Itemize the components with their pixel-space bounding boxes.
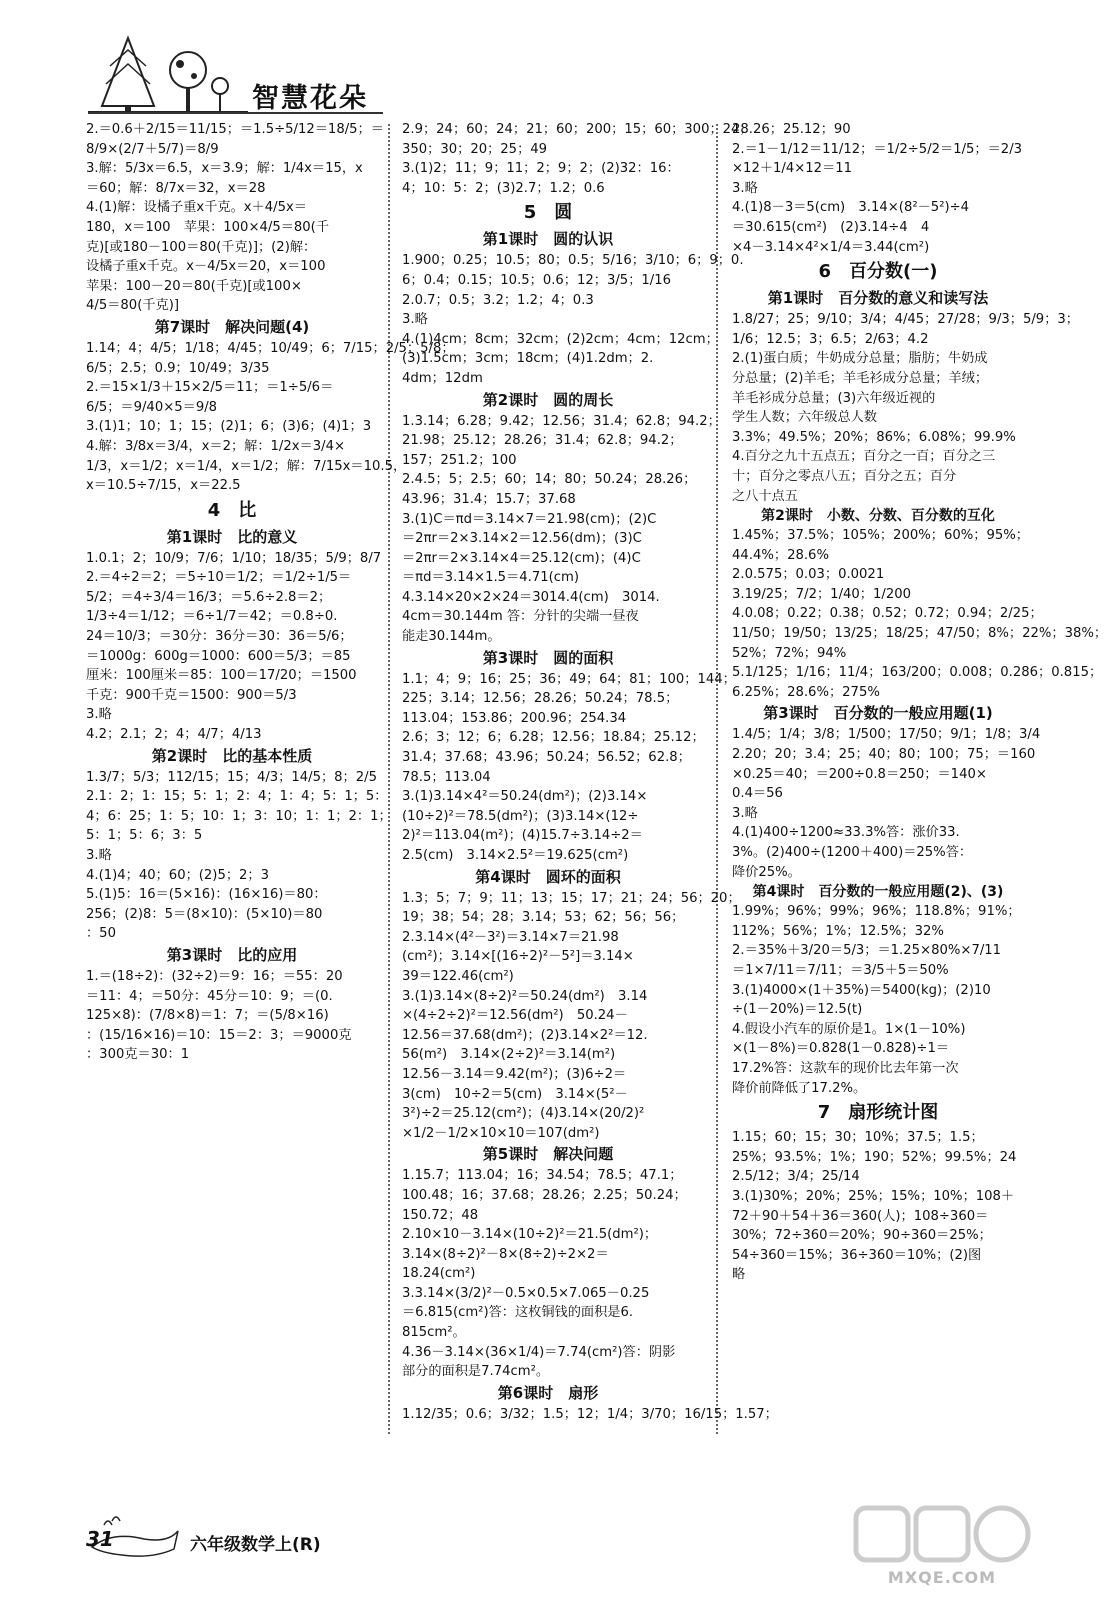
answer-line: 180，x＝100 苹果：100×4/5＝80(千 [86, 219, 330, 235]
answer-line: 4.(1)解：设橘子重x千克。x＋4/5x＝ [86, 200, 307, 216]
answer-line: 18.24(cm²) [402, 1266, 476, 1282]
answer-line: 4/5＝80(千克)] [86, 298, 180, 314]
answer-line: 3.(1)C＝πd＝3.14×7＝21.98(cm)；(2)C [402, 511, 657, 527]
grade-label: 六年级数学上(R) [190, 1535, 321, 1555]
answer-line: x＝10.5÷7/15，x＝22.5 [86, 478, 241, 494]
answer-column-3 [732, 120, 1107, 1285]
answer-line: ＝6.815(cm²)答：这枚铜钱的面积是6. [402, 1305, 634, 1321]
answer-line: ＝1×7/11＝7/11；＝3/5＋5＝50% [732, 962, 949, 978]
answer-line: 4.解：3/8x＝3/4，x＝2；解：1/2x＝3/4× [86, 438, 346, 454]
answer-line: 1.3；5；7；9；11；13；15；17；21；24；56；20； [402, 890, 741, 906]
answer-line: 157；251.2；100 [402, 452, 517, 468]
answer-line: 11/50；19/50；13/25；18/25；47/50；8%；22%；38%； [732, 626, 1107, 642]
answer-line: 1.45%；37.5%；105%；200%；60%；95%； [732, 528, 1029, 544]
page-number: 31 [86, 1527, 114, 1551]
answer-line: 1.12/35；0.6；3/32；1.5；12；1/4；3/70；16/15；1.57； [402, 1406, 778, 1422]
section-heading: 第1课时 比的意义 [166, 527, 298, 546]
answer-line: 2.3.14×(4²－3²)＝3.14×7＝21.98 [402, 929, 619, 945]
watermark [852, 1502, 1032, 1592]
answer-line: 3.19/25；7/2；1/40；1/200 [732, 586, 911, 602]
section-heading: 第5课时 解决问题 [482, 1145, 614, 1164]
answer-line: 2.＝0.6＋2/15＝11/15；＝1.5÷5/12＝18/5；＝ [86, 122, 384, 137]
answer-line: 2.＝1－1/12＝11/12；＝1/2÷5/2＝1/5；＝2/3 [732, 141, 1023, 157]
column-divider-1 [388, 124, 390, 1434]
answer-line: ＝60；解：8/7x＝32，x＝28 [86, 180, 266, 196]
answer-line: (cm²)；3.14×[(16÷2)²－5²]＝3.14× [402, 949, 634, 965]
answer-line: 350；30；20；25；49 [402, 141, 548, 157]
answer-line: 2)²＝113.04(m²)；(4)15.7÷3.14÷2＝ [402, 828, 643, 844]
answer-line: 羊毛衫成分总量；(3)六年级近视的 [732, 390, 936, 406]
answer-line: 1.4/5；1/4；3/8；1/500；17/50；9/1；1/8；3/4 [732, 727, 1041, 743]
answer-line: 3.(1)1；10；1；15；(2)1；6；(3)6；(4)1；3 [86, 419, 372, 435]
answer-line: ：(15/16×16)＝10：15＝2：3；＝9000克 [86, 1027, 352, 1043]
answer-line: (10÷2)²＝78.5(dm²)；(3)3.14×(12÷ [402, 808, 639, 824]
answer-line: 3.(1)4000×(1＋35%)＝5400(kg)；(2)10 [732, 982, 991, 998]
header-rule [88, 112, 383, 114]
answer-line: 1.99%；96%；99%；96%；118.8%；91%； [732, 904, 1021, 920]
answer-line: 降价25%。 [732, 864, 801, 880]
answer-line: ＝1000g：600g＝1000：600＝5/3；＝85 [86, 648, 351, 664]
answer-line: 1/3÷4＝1/12；＝6÷1/7＝42；＝0.8÷0. [86, 609, 338, 625]
answer-line: 4.3.14×20×2×24＝3014.4(cm) 3014. [402, 589, 660, 605]
section-heading: 第3课时 圆的面积 [482, 648, 614, 667]
answer-line: 4.(1)400÷1200≈33.3%答：涨价33. [732, 825, 960, 841]
answer-line: 150.72；48 [402, 1207, 479, 1223]
answer-line: 1.15.7；113.04；16；34.54；78.5；47.1； [402, 1168, 683, 1184]
answer-line: 之八十点五 [732, 488, 798, 504]
answer-line: 4.(1)4；40；60；(2)5；2；3 [86, 867, 270, 883]
answer-line: 4cm＝30.144m 答：分针的尖端一昼夜 [402, 609, 639, 625]
page-header [0, 0, 1061, 118]
answer-line: 815cm²。 [402, 1325, 466, 1341]
header-title: 智慧花朵 [252, 83, 368, 114]
answer-line: 43.96；31.4；15.7；37.68 [402, 491, 576, 507]
answer-line: 2.5(cm) 3.14×2.5²＝19.625(cm²) [402, 848, 629, 863]
answer-line: ×(1－8%)＝0.828(1－0.828)÷1＝ [732, 1041, 950, 1057]
answer-line: 52%；72%；94% [732, 645, 847, 661]
answer-line: ：300克＝30：1 [86, 1047, 190, 1063]
page-footer [86, 1505, 486, 1561]
answer-line: 1.15；60；15；30；10%；37.5；1.5； [732, 1130, 984, 1146]
answer-line: 12.56－3.14＝9.42(m²)；(3)6÷2＝ [402, 1066, 627, 1082]
answer-line: 12.56＝37.68(dm²)；(2)3.14×2²＝12. [402, 1027, 648, 1043]
section-heading: 第2课时 圆的周长 [482, 390, 614, 409]
answer-line: 5：1；5：6；3：5 [86, 828, 203, 844]
answer-line: 3.14×(8÷2)²－8×(8÷2)÷2×2＝ [402, 1246, 609, 1262]
answer-line: ×4－3.14×4²×1/4＝3.44(cm²) [732, 239, 930, 255]
answer-line: 24＝10/3；＝30分：36分＝30：36＝5/6； [86, 629, 353, 645]
answer-line: 5/2；＝4÷3/4＝16/3；＝5.6÷2.8＝2； [86, 589, 332, 605]
answer-line: 1.＝(18÷2)：(32÷2)＝9：16；＝55：20 [86, 968, 343, 984]
section-heading: 第4课时 圆环的面积 [475, 867, 621, 886]
answer-line: 17.2%答：这款车的现价比去年第一次 [732, 1060, 959, 1076]
answer-line: 3.略 [402, 312, 428, 328]
answer-line: 1.1；4；9；16；25；36；49；64；81；100；144； [402, 671, 736, 687]
section-heading: 4 比 [207, 499, 257, 521]
section-heading: 第4课时 百分数的一般应用题(2)、(3) [752, 884, 1004, 901]
answer-line: 降价前降低了17.2%。 [732, 1080, 867, 1096]
trees-icon [88, 36, 248, 116]
answer-line: 5.(1)5：16＝(5×16)：(16×16)＝80： [86, 887, 327, 903]
answer-line: 4.0.08；0.22；0.38；0.52；0.72；0.94；2/25； [732, 606, 1043, 622]
answer-line: 厘米：100厘米＝85：100＝17/20；＝1500 [86, 668, 357, 684]
answer-line: 28.26；25.12；90 [732, 122, 851, 137]
section-heading: 第2课时 比的基本性质 [151, 746, 313, 765]
answer-line: 4.2；2.1；2；4；4/7；4/13 [86, 727, 262, 743]
answer-line: 2.20；20；3.4；25；40；80；100；75；＝160 [732, 747, 1036, 763]
answer-line: 1.14；4；4/5；1/18；4/45；10/49；6；7/15；2/5；5/8； [86, 340, 455, 356]
answer-line: 2.(1)蛋白质；牛奶成分总量；脂肪；牛奶成 [732, 351, 988, 367]
answer-line: 54÷360＝15%；36÷360＝10%；(2)图 [732, 1247, 982, 1263]
answer-line: 3(cm) 10÷2＝5(cm) 3.14×(5²－ [402, 1086, 628, 1102]
answer-line: 2.9；24；60；24；21；60；200；15；60；300；24； [402, 122, 753, 137]
answer-line: 3%。(2)400÷(1200＋400)＝25%答： [732, 845, 973, 860]
answer-line: 39＝122.46(cm²) [402, 968, 514, 984]
answer-line: 1.3/7；5/3；112/15；15；4/3；14/5；8；2/5 [86, 769, 377, 785]
answer-line: 25%；93.5%；1%；190；52%；99.5%；24 [732, 1149, 1017, 1165]
answer-line: ＝2πr＝2×3.14×4＝25.12(cm)；(4)C [402, 550, 641, 566]
answer-line: (3)1.5cm；3cm；18cm；(4)1.2dm；2. [402, 351, 654, 367]
answer-line: 部分的面积是7.74cm²。 [402, 1364, 550, 1380]
answer-line: 1.0.1；2；10/9；7/6；1/10；18/35；5/9；8/7 [86, 550, 382, 566]
answer-line: 6；0.4；0.15；10.5；0.6；12；3/5；1/16 [402, 272, 671, 288]
answer-line: 125×8)：(7/8×8)＝1：7；＝(5/8×16) [86, 1008, 329, 1024]
section-heading: 第7课时 解决问题(4) [154, 317, 310, 336]
section-heading: 第3课时 比的应用 [166, 945, 298, 964]
answer-line: 2.＝35%＋3/20＝5/3；＝1.25×80%×7/11 [732, 943, 1002, 959]
answer-line: 30%；72÷360＝20%；90÷360＝25%； [732, 1228, 992, 1244]
watermark-logo-icon [852, 1502, 1032, 1568]
answer-line: 3.略 [732, 805, 758, 821]
answer-line: 略 [732, 1267, 746, 1283]
answer-line: 3.(1)2；11；9；11；2；9；2；(2)32：16： [402, 161, 680, 177]
answer-line: 3.解：5/3x＝6.5，x＝3.9；解：1/4x＝15，x [86, 161, 363, 177]
answer-line: 21.98；25.12；28.26；31.4；62.8；94.2； [402, 433, 683, 449]
answer-line: 31.4；37.68；43.96；50.24；56.52；62.8； [402, 750, 691, 766]
answer-line: 1/3，x＝1/2；x＝1/4，x＝1/2；解：7/15x＝10.5， [86, 458, 407, 474]
answer-line: 4；6：25；1：5；10：1；3：10；1：1；2：1； [86, 808, 392, 824]
answer-line: 千克：900千克＝1500：900＝5/3 [86, 687, 297, 703]
watermark-text: MXQE.COM [887, 1568, 997, 1587]
answer-line: 3.3%；49.5%；20%；86%；6.08%；99.9% [732, 429, 1016, 445]
answer-line: 0.4＝56 [732, 786, 783, 802]
answer-line: 2.0.7；0.5；3.2；1.2；4；0.3 [402, 292, 594, 308]
answer-line: 十；百分之零点八五；百分之五；百分 [732, 468, 957, 484]
answer-line: 设橘子重x千克。x－4/5x＝20，x＝100 [86, 259, 326, 275]
answer-line: 4.36－3.14×(36×1/4)＝7.74(cm²)答：阴影 [402, 1344, 676, 1360]
answer-line: 78.5；113.04 [402, 769, 491, 785]
answer-line: 2.6；3；12；6；6.28；12.56；18.84；25.12； [402, 730, 705, 746]
answer-line: 3.略 [86, 707, 112, 723]
answer-line: 19；38；54；28；3.14；53；62；56；56； [402, 910, 685, 926]
answer-line: ＝30.615(cm²) (2)3.14÷4 4 [732, 219, 930, 235]
answer-line: 2.4.5；5；2.5；60；14；80；50.24；28.26； [402, 472, 697, 488]
answer-line: 4.百分之九十五点五；百分之一百；百分之三 [732, 449, 996, 465]
section-heading: 第2课时 小数、分数、百分数的互化 [761, 508, 995, 525]
answer-line: ×12＋1/4×12＝11 [732, 161, 853, 177]
answer-line: 4.(1)8－3＝5(cm) 3.14×(8²－5²)÷4 [732, 200, 970, 216]
answer-line: 2.1：2；1：15；5：1；2：4；1：4；5：1；5： [86, 789, 388, 805]
answer-line: 2.0.575；0.03；0.0021 [732, 567, 885, 583]
answer-line: ：50 [86, 926, 116, 942]
answer-line: 4.(1)4cm；8cm；32cm；(2)2cm；4cm；12cm； [402, 331, 719, 347]
answer-line: 3²)÷2＝25.12(cm²)；(4)3.14×(20/2)² [402, 1106, 645, 1122]
answer-line: 225；3.14；12.56；28.26；50.24；78.5； [402, 691, 679, 707]
section-heading: 5 圆 [523, 202, 573, 224]
answer-line: 1.8/27；25；9/10；3/4；4/45；27/28；9/3；5/9；3； [732, 312, 1079, 328]
answer-line: 3.(1)3.14×(8÷2)²＝50.24(dm²) 3.14 [402, 988, 648, 1004]
answer-line: 6.25%；28.6%；275% [732, 684, 880, 700]
answer-line: ÷(1－20%)＝12.5(t) [732, 1002, 863, 1018]
section-heading: 7 扇形统计图 [817, 1102, 939, 1124]
answer-line: 6/5；＝9/40×5＝9/8 [86, 399, 218, 415]
answer-line: 56(m²) 3.14×(2÷2)²＝3.14(m²) [402, 1047, 616, 1063]
answer-line: 2.10×10－3.14×(10÷2)²＝21.5(dm²)； [402, 1227, 658, 1243]
answer-line: 3.(1)30%；20%；25%；15%；10%；108＋ [732, 1188, 1015, 1204]
answer-line: 5.1/125；1/16；11/4；163/200；0.008；0.286；0.815； [732, 665, 1103, 681]
answer-line: ＝πd＝3.14×1.5＝4.71(cm) [402, 570, 580, 586]
answer-line: ×(4÷2÷2)²＝12.56(dm²) 50.24－ [402, 1008, 628, 1024]
answer-line: 1.900；0.25；10.5；80；0.5；5/16；3/10；6；9；0. [402, 253, 744, 269]
answer-line: 3.略 [86, 848, 112, 863]
section-heading: 第3课时 百分数的一般应用题(1) [763, 704, 993, 723]
section-heading: 6 百分数(一) [818, 261, 938, 283]
answer-line: 分总量；(2)羊毛；羊毛衫成分总量；羊绒； [732, 370, 989, 386]
section-heading: 第6课时 扇形 [497, 1383, 599, 1402]
answer-line: 112%；56%；1%；12.5%；32% [732, 923, 944, 939]
answer-line: ＝2πr＝2×3.14×2＝12.56(dm)；(3)C [402, 531, 642, 547]
answer-line: 1/6；12.5；3；6.5；2/63；4.2 [732, 331, 929, 347]
section-heading: 第1课时 圆的认识 [482, 230, 614, 249]
section-heading: 第1课时 百分数的意义和读写法 [767, 289, 989, 308]
answer-line: ＝11：4；＝50分：45分＝10：9；＝(0. [86, 988, 333, 1004]
answer-line: 3.略 [732, 180, 758, 196]
answer-line: 4；10：5：2；(3)2.7；1.2；0.6 [402, 180, 605, 196]
answer-line: 100.48；16；37.68；28.26；2.25；50.24； [402, 1187, 687, 1203]
answer-line: 4.假设小汽车的原价是1。1×(1－10%) [732, 1021, 966, 1037]
answer-line: 苹果：100－20＝80(千克)[或100× [86, 278, 302, 294]
column-divider-2 [716, 124, 718, 1434]
answer-line: 1.3.14；6.28；9.42；12.56；31.4；62.8；94.2； [402, 413, 721, 429]
answer-line: 2.5/12；3/4；25/14 [732, 1169, 860, 1185]
answer-line: ×0.25＝40；＝200÷0.8＝250；＝140× [732, 766, 987, 782]
answer-line: ×1/2－1/2×10×10＝107(dm²) [402, 1125, 600, 1141]
answer-line: 2.＝4÷2＝2；＝5÷10＝1/2；＝1/2÷1/5＝ [86, 570, 352, 586]
answer-line: 113.04；153.86；200.96；254.34 [402, 710, 627, 726]
answer-line: 3.(1)3.14×4²＝50.24(dm²)；(2)3.14× [402, 789, 648, 805]
answer-line: 能走30.144m。 [402, 629, 501, 645]
answer-line: 44.4%；28.6% [732, 547, 829, 563]
answer-line: 学生人数；六年级总人数 [732, 410, 878, 426]
answer-line: 256；(2)8：5＝(8×10)：(5×10)＝80 [86, 906, 323, 922]
answer-line: 3.3.14×(3/2)²－0.5×0.5×7.065－0.25 [402, 1285, 650, 1301]
answer-line: 克)[或180－100＝80(千克)]；(2)解： [86, 239, 317, 255]
answer-line: 6/5；2.5；0.9；10/49；3/35 [86, 360, 270, 376]
answer-line: 4dm；12dm [402, 370, 483, 386]
answer-line: 8/9×(2/7＋5/7)＝8/9 [86, 141, 219, 157]
answer-line: 2.＝15×1/3＋15×2/5＝11；＝1÷5/6＝ [86, 380, 334, 396]
answer-line: 72＋90＋54＋36＝360(人)；108÷360＝ [732, 1208, 989, 1224]
